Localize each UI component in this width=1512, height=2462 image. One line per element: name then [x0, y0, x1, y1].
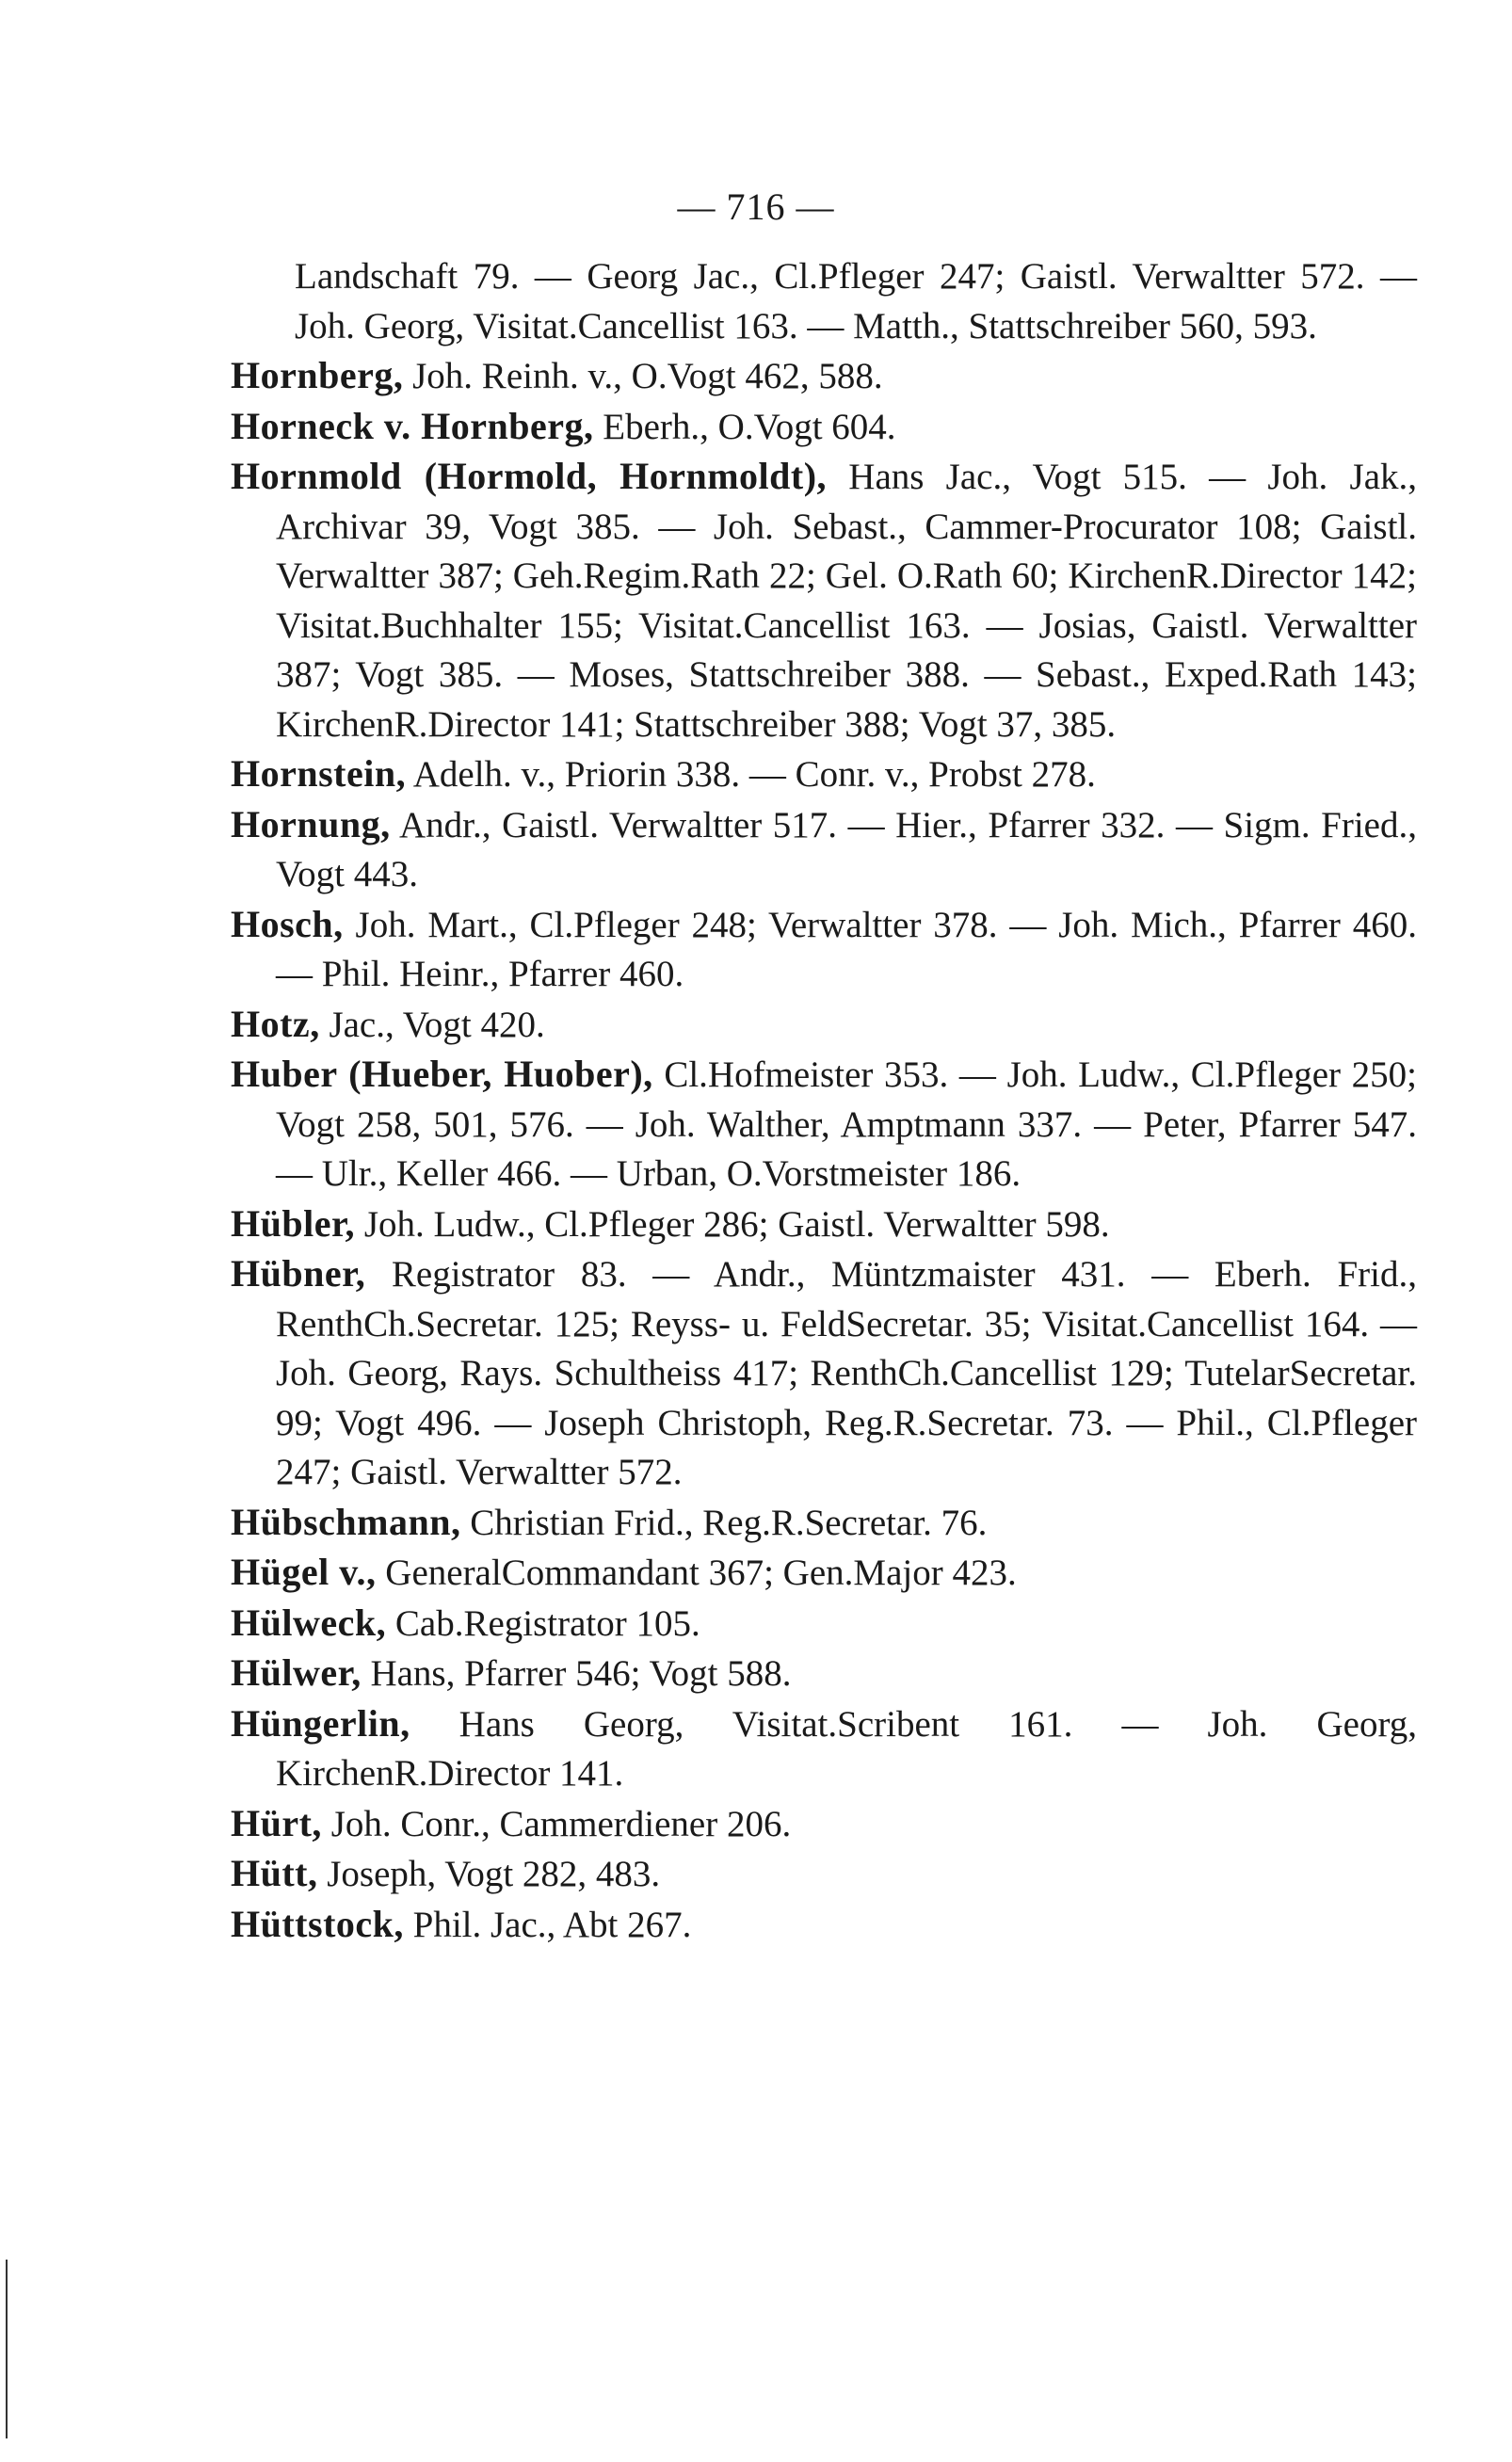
- entry-huert: [231, 1799, 1417, 1850]
- entry-text: Joh. Conr., Cammerdiener 206.: [330, 1803, 792, 1844]
- entry-text: Andr., Gaistl. Verwaltter 517. — Hier., Pfarrer 332. — Sigm. Fried., Vogt 443.: [276, 804, 1417, 894]
- entry-surname: Hüngerlin,: [231, 1701, 410, 1745]
- entry-surname: Hotz,: [231, 1002, 320, 1045]
- entry-text: Joh. Mart., Cl.Pfleger 248; Verwaltter 378. — Joh. Mich., Pfarrer 460. — Phil. Heinr., Pfarrer 460.: [276, 904, 1418, 994]
- entry-text: Christian Frid., Reg.R.Secretar. 76.: [470, 1502, 988, 1543]
- entry-huber: [231, 1050, 1417, 1199]
- entry-text: GeneralCommandant 367; Gen.Major 423.: [385, 1553, 1017, 1593]
- entry-surname: Hübschmann,: [231, 1500, 461, 1543]
- entry-hotz: [231, 1000, 1417, 1051]
- entry-surname: Hüttstock,: [231, 1902, 404, 1945]
- register-entries: [231, 252, 1417, 1950]
- entry-text: Hans Georg, Visitat.Scribent 161. — Joh. Georg, KirchenR.Director 141.: [276, 1703, 1417, 1794]
- entry-text: Adelh. v., Priorin 338. — Conr. v., Probst 278.: [412, 754, 1096, 795]
- page-number: — 716 —: [677, 185, 835, 228]
- entry-text: Joh. Ludw., Cl.Pfleger 286; Gaistl. Verwaltter 598.: [363, 1203, 1110, 1245]
- entry-huelweck: [231, 1599, 1417, 1649]
- entry-huegel: [231, 1548, 1417, 1599]
- entry-surname: Hülwer,: [231, 1651, 362, 1694]
- entry-huebner: [231, 1249, 1417, 1498]
- entry-surname: Hürt,: [231, 1801, 322, 1844]
- entry-horneck: [231, 402, 1417, 453]
- entry-text: Eberh., O.Vogt 604.: [603, 406, 896, 447]
- entry-text: Cab.Registrator 105.: [394, 1602, 700, 1644]
- entry-surname: Hübler,: [231, 1201, 356, 1245]
- entry-text: Jac., Vogt 420.: [329, 1004, 545, 1045]
- entry-huengerlin: [231, 1699, 1417, 1799]
- entry-hornstein: [231, 749, 1417, 800]
- entry-huett: [231, 1849, 1417, 1900]
- entry-hornberg: [231, 351, 1417, 402]
- entry-huelwer: [231, 1649, 1417, 1699]
- entry-surname: Hornung,: [231, 802, 391, 845]
- entry-huettstock: [231, 1900, 1417, 1951]
- entry-surname: Hosch,: [231, 902, 344, 945]
- continuation-text: Landschaft 79. — Georg Jac., Cl.Pfleger 247; Gaistl. Verwaltter 572. — Joh. Georg, Visitat.Cancellist 163. — Matth., Stattschreiber 560, 593.: [295, 256, 1417, 346]
- entry-huebler: [231, 1199, 1417, 1250]
- entry-surname: Hütt,: [231, 1852, 318, 1894]
- entry-huebschmann: [231, 1498, 1417, 1549]
- continuation-entry: [231, 252, 1417, 351]
- entry-surname: Hornmold (Hormold, Hornmoldt),: [231, 455, 828, 497]
- entry-text: Hans, Pfarrer 546; Vogt 588.: [370, 1653, 792, 1694]
- entry-surname: Horneck v. Hornberg,: [231, 404, 594, 447]
- entry-text: Hans Jac., Vogt 515. — Joh. Jak., Archivar 39, Vogt 385. — Joh. Sebast., Cammer-Procurator 108; Gaistl. Verwaltter 387; Geh.Regim.Rath 22; Gel. O.Rath 60; KirchenR.Director 142; Visitat.Buchhalter 155; Visitat.Cancellist 163. — Josias, Gaistl. Verwaltter 387; Vogt 385. — Moses, Stattschreiber 388. — Sebast., Exped.Rath 143; KirchenR.Director 141; Stattschreiber 388; Vogt 37, 385.: [276, 457, 1418, 745]
- entry-surname: Huber (Hueber, Huober),: [231, 1053, 653, 1095]
- entry-surname: Hornberg,: [231, 354, 404, 396]
- scan-edge-mark: [6, 2260, 8, 2438]
- entry-text: Cl.Hofmeister 353. — Joh. Ludw., Cl.Pfleger 250; Vogt 258, 501, 576. — Joh. Walther, Amptmann 337. — Peter, Pfarrer 547. — Ulr., Keller 466. — Urban, O.Vorstmeister 186.: [276, 1054, 1418, 1194]
- entry-surname: Hülweck,: [231, 1601, 387, 1644]
- entry-text: Registrator 83. — Andr., Müntzmaister 431. — Eberh. Frid., RenthCh.Secretar. 125; Reyss- u. FeldSecretar. 35; Visitat.Cancellist 164. — Joh. Georg, Rays. Schultheiss 417; RenthCh.Cancellist 129; TutelarSecretar. 99; Vogt 496. — Joseph Christoph, Reg.R.Secretar. 73. — Phil., Cl.Pfleger 247; Gaistl. Verwaltter 572.: [276, 1254, 1417, 1492]
- entry-text: Joseph, Vogt 282, 483.: [327, 1854, 661, 1894]
- entry-surname: Hübner,: [231, 1252, 366, 1295]
- entry-surname: Hügel v.,: [231, 1551, 377, 1593]
- entry-hornung: [231, 800, 1417, 900]
- entry-hornmold: [231, 452, 1417, 749]
- entry-surname: Hornstein,: [231, 752, 407, 795]
- entry-hosch: [231, 900, 1417, 1000]
- entry-text: Joh. Reinh. v., O.Vogt 462, 588.: [412, 356, 883, 396]
- entry-text: Phil. Jac., Abt 267.: [412, 1904, 692, 1945]
